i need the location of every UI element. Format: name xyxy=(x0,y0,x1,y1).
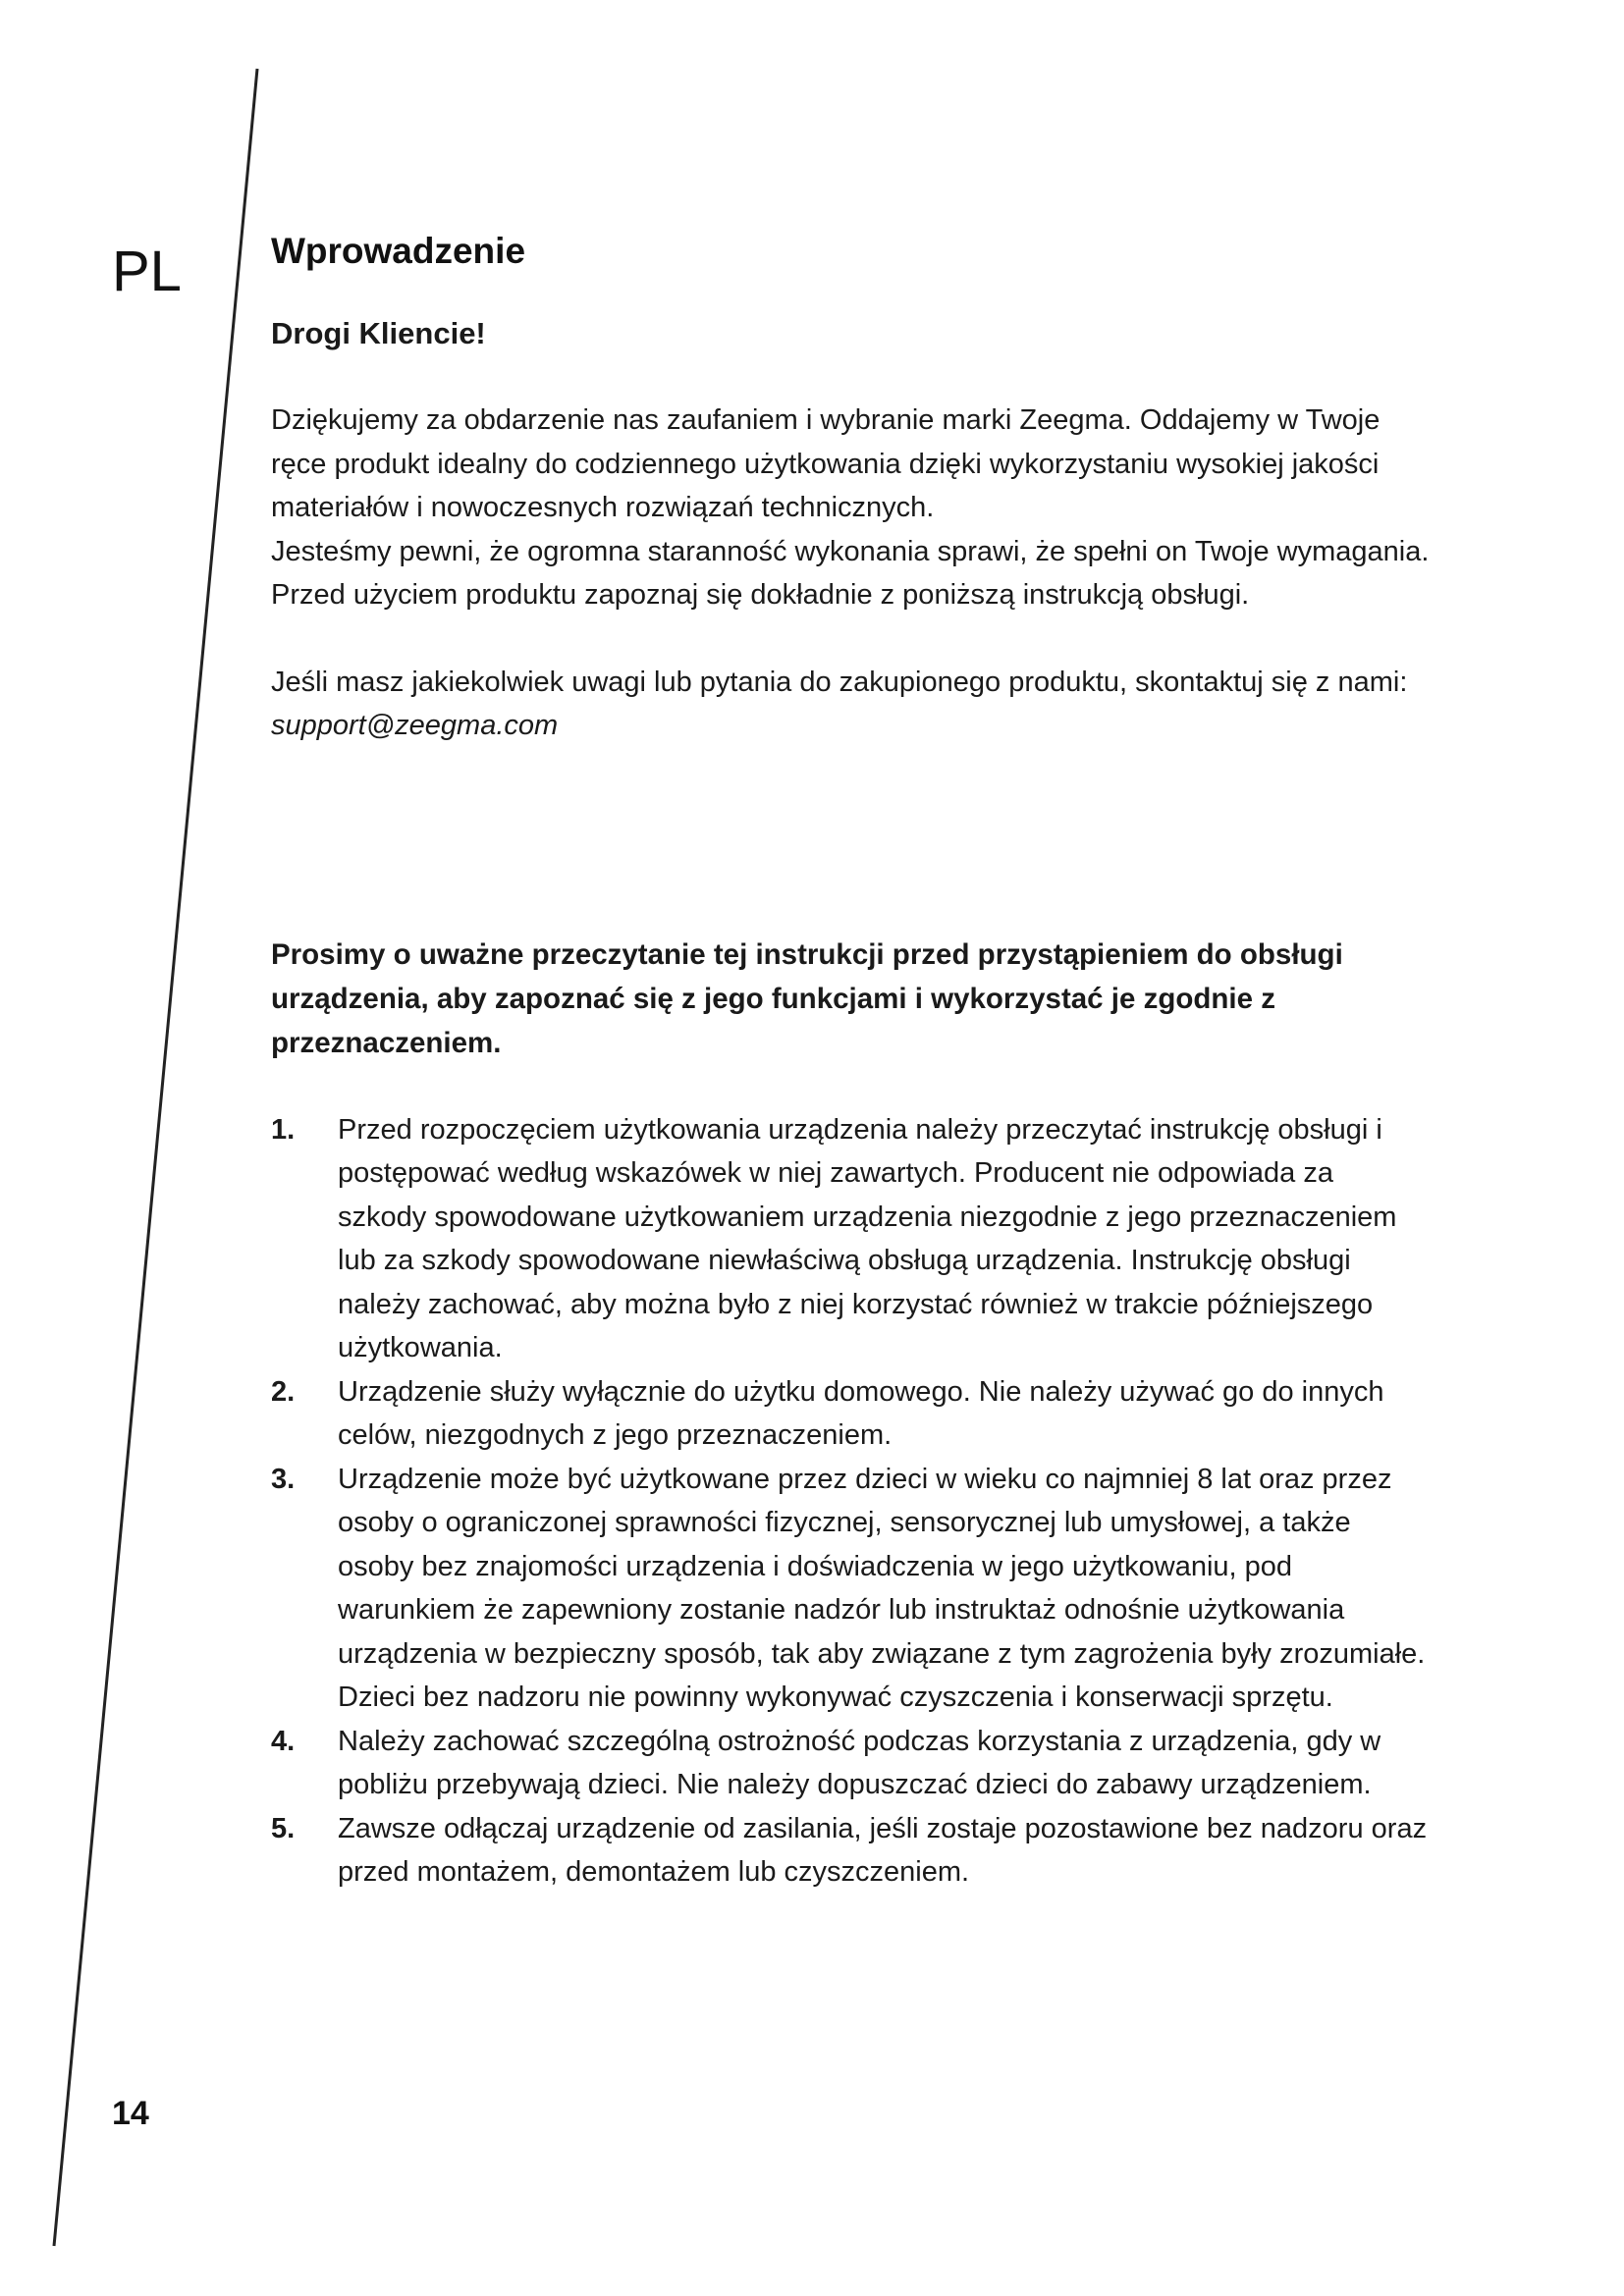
list-item-text: Urządzenie może być użytkowane przez dzieci w wieku co najmniej 8 lat oraz przez osoby o ograniczonej sprawności fizycznej, sensorycznej lub umysłowej, a także osoby bez znajomości urządzenia i doświadczenia w jego użytkowaniu, pod warunkiem że zapewniony zostanie nadzór lub instruktaż odnośnie użytkowania urządzenia w bezpieczny sposób, tak aby związane z tym zagrożenia były zrozumiałe. Dzieci bez nadzoru nie powinny wykonywać czyszczenia i konserwacji sprzętu. xyxy=(338,1463,1426,1713)
safety-warning: Prosimy o uważne przeczytanie tej instrukcji przed przystąpieniem do obsługi urządzenia, aby zapoznać się z jego funkcjami i wykorzystać je zgodnie z przeznaczeniem. xyxy=(271,937,1343,1059)
list-item-number: 2. xyxy=(271,1375,296,1408)
intro-paragraph-3: Przed użyciem produktu zapoznaj się dokładnie z poniższą instrukcją obsługi. xyxy=(271,579,1250,611)
support-email-link[interactable]: support@zeegma.com xyxy=(271,710,559,741)
list-item xyxy=(271,1370,1430,1458)
intro-paragraph-1: Dziękujemy za obdarzenie nas zaufaniem i wybranie marki Zeegma. Oddajemy w Twoje ręce produkt idealny do codziennego użytkowania dzięki wykorzystaniu wysokiej jakości materiałów i nowoczesnych rozwiązań technicznych. xyxy=(271,404,1380,523)
list-item-text: Należy zachować szczególną ostrożność podczas korzystania z urządzenia, gdy w pobliżu przebywają dzieci. Nie należy dopuszczać dzieci do zabawy urządzeniem. xyxy=(338,1725,1381,1800)
greeting: Drogi Kliencie! xyxy=(271,316,486,350)
intro-paragraphs xyxy=(271,399,1430,617)
section-title: Wprowadzenie xyxy=(271,231,526,271)
list-item xyxy=(271,1807,1430,1895)
list-item-text: Przed rozpoczęciem użytkowania urządzenia należy przeczytać instrukcję obsługi i postępować według wskazówek w niej zawartych. Producent nie odpowiada za szkody spowodowane użytkowaniem urządzenia niezgodnie z jego przeznaczeniem lub za szkody spowodowane niewłaściwą obsługą urządzenia. Instrukcję obsługi należy zachować, aby można było z niej korzystać również w trakcie późniejszego użytkowania. xyxy=(338,1113,1397,1363)
intro-paragraph-2: Jesteśmy pewni, że ogromna staranność wykonania sprawi, że spełni on Twoje wymagania. xyxy=(271,535,1430,567)
page-number: 14 xyxy=(112,2095,149,2132)
list-item-number: 1. xyxy=(271,1113,296,1146)
list-item-text: Zawsze odłączaj urządzenie od zasilania, jeśli zostaje pozostawione bez nadzoru oraz przed montażem, demontażem lub czyszczeniem. xyxy=(338,1812,1428,1888)
contact-block xyxy=(271,661,1430,748)
safety-rules-list xyxy=(271,1108,1430,1895)
list-item-number: 4. xyxy=(271,1725,296,1757)
list-item xyxy=(271,1458,1430,1720)
list-item xyxy=(271,1720,1430,1807)
list-item xyxy=(271,1108,1430,1370)
page-content xyxy=(271,224,1430,1895)
list-item-number: 5. xyxy=(271,1812,296,1844)
contact-text: Jeśli masz jakiekolwiek uwagi lub pytania do zakupionego produktu, skontaktuj się z nami: xyxy=(271,666,1408,698)
list-item-text: Urządzenie służy wyłącznie do użytku domowego. Nie należy używać go do innych celów, niezgodnych z jego przeznaczeniem. xyxy=(338,1375,1384,1451)
list-item-number: 3. xyxy=(271,1463,296,1495)
language-label: PL xyxy=(112,240,182,303)
